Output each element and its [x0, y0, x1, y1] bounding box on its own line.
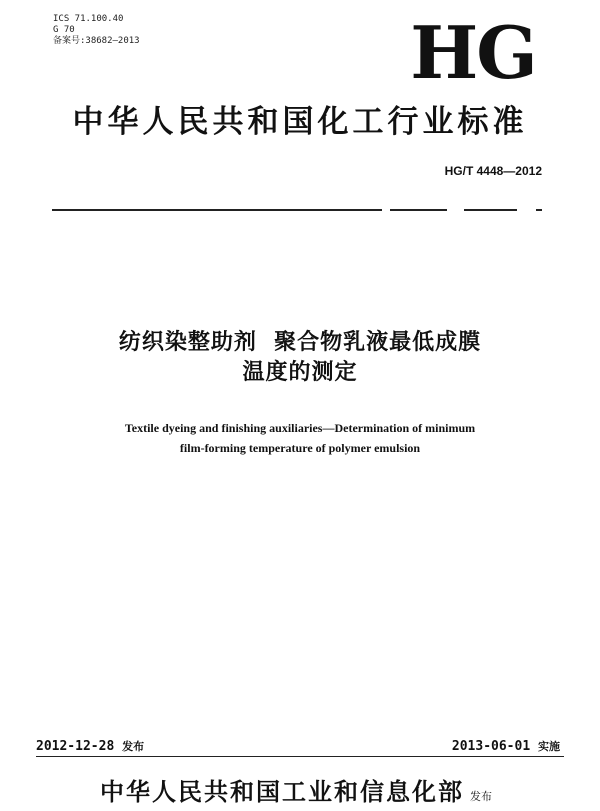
footer-divider [36, 756, 564, 757]
issuer-name: 中华人民共和国工业和信息化部 [100, 777, 464, 806]
implementation-label: 实施 [538, 740, 560, 753]
issue-date [36, 738, 144, 754]
issue-label: 发布 [122, 740, 145, 753]
title-en-line2: film-forming temperature of polymer emulsion [179, 441, 421, 455]
issuer-label: 发布 [470, 790, 492, 803]
title-cn-line2: 温度的测定 [242, 360, 358, 385]
standard-authority-title: 中华人民共和国化工行业标准 [72, 104, 528, 140]
hg-logo: HG [410, 10, 536, 95]
issuing-authority [100, 778, 492, 811]
implementation-date-value: 2013-06-01 [451, 739, 531, 754]
header-divider [52, 209, 542, 211]
implementation-date [452, 738, 560, 754]
title-cn-line1: 纺织染整助剂 聚合物乳液最低成膜 [118, 330, 482, 355]
ics-code: ICS 71.100.40 [53, 14, 124, 24]
title-en-line1: Textile dyeing and finishing auxiliaries—Determination of minimum [124, 421, 476, 435]
issue-date-value: 2012-12-28 [36, 739, 115, 754]
document-title-cn [50, 328, 550, 388]
ccs-code: G 70 [53, 25, 75, 35]
standard-number: HG/T 4448—2012 [444, 164, 542, 178]
document-title-en [60, 418, 540, 458]
registration-number: 备案号:38682—2013 [53, 36, 140, 46]
